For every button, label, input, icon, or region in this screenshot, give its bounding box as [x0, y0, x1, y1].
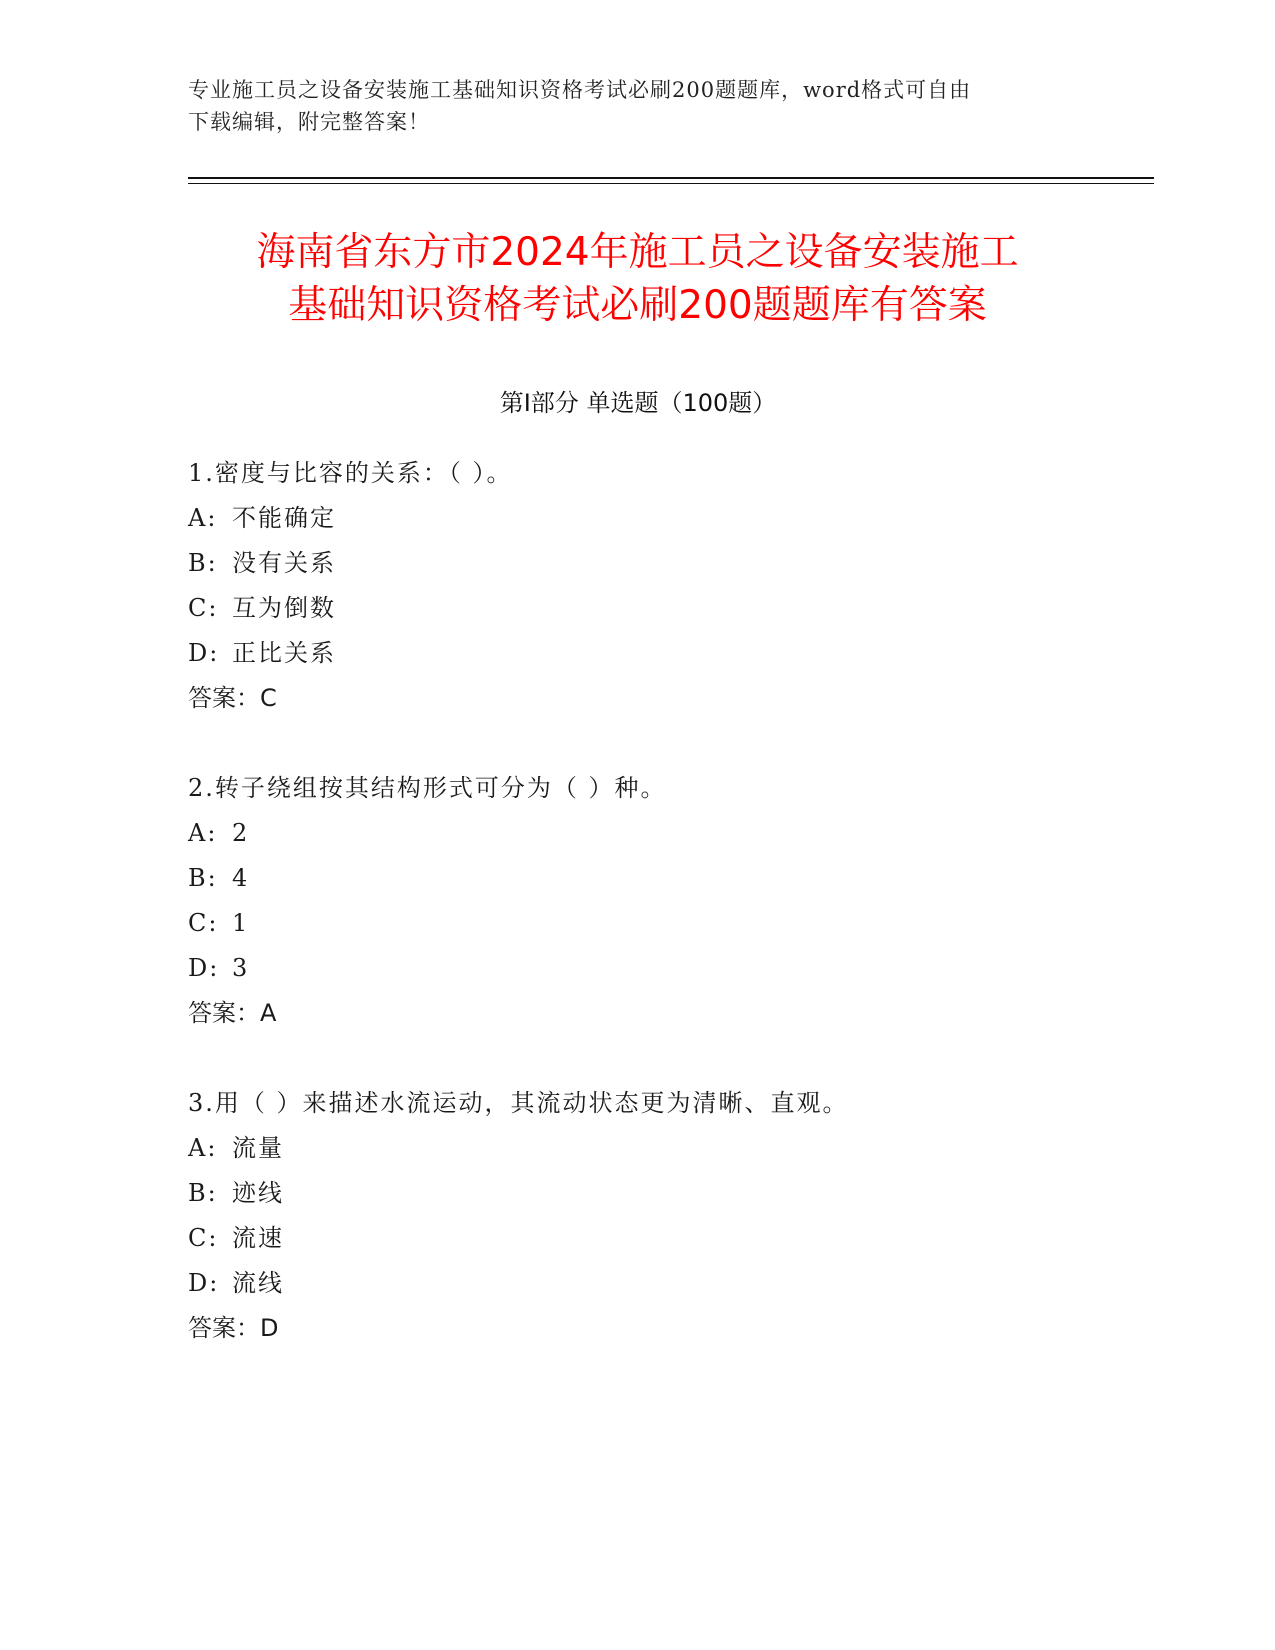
option-letter: B:	[188, 1179, 218, 1207]
option-b	[188, 856, 1148, 901]
option-text: 流线	[232, 1269, 284, 1297]
option-b	[188, 541, 1148, 586]
option-c	[188, 1216, 1148, 1261]
header-note-line-1: 专业施工员之设备安装施工基础知识资格考试必刷200题题库，word格式可自由	[188, 78, 972, 102]
option-text: 流速	[232, 1224, 284, 1252]
header-divider-thick	[188, 177, 1154, 179]
question-1	[188, 451, 1148, 721]
option-letter: A:	[188, 504, 218, 532]
option-text: 流量	[232, 1134, 284, 1162]
option-text: 迹线	[232, 1179, 284, 1207]
option-c	[188, 901, 1148, 946]
option-text: 互为倒数	[232, 594, 336, 622]
option-letter: D:	[188, 1269, 220, 1297]
option-letter: A:	[188, 1134, 218, 1162]
answer-line: 答案：C	[188, 684, 277, 712]
question-stem: 1.密度与比容的关系：（ ）。	[188, 459, 513, 487]
question-2	[188, 766, 1148, 1036]
answer-line: 答案：D	[188, 1314, 279, 1342]
option-letter: B:	[188, 549, 218, 577]
question-stem: 3.用（ ）来描述水流运动，其流动状态更为清晰、直观。	[188, 1089, 849, 1117]
option-text: 正比关系	[232, 639, 336, 667]
option-b	[188, 1171, 1148, 1216]
option-letter: C:	[188, 1224, 219, 1252]
option-text: 3	[232, 954, 250, 982]
option-letter: D:	[188, 954, 220, 982]
document-title-line-2: 基础知识资格考试必刷200题题库有答案	[288, 283, 987, 328]
header-note	[188, 74, 1088, 138]
section-heading: 第Ⅰ部分 单选题（100题）	[499, 389, 777, 417]
option-letter: D:	[188, 639, 220, 667]
option-text: 1	[232, 909, 250, 937]
option-text: 2	[232, 819, 250, 847]
option-letter: C:	[188, 594, 219, 622]
option-letter: C:	[188, 909, 219, 937]
document-title-line-1: 海南省东方市2024年施工员之设备安装施工	[256, 230, 1019, 275]
option-text: 没有关系	[232, 549, 336, 577]
option-d	[188, 946, 1148, 991]
option-d	[188, 631, 1148, 676]
answer-line: 答案：A	[188, 999, 277, 1027]
option-text: 4	[232, 864, 250, 892]
option-d	[188, 1261, 1148, 1306]
option-c	[188, 586, 1148, 631]
question-stem: 2.转子绕组按其结构形式可分为（ ）种。	[188, 774, 667, 802]
option-text: 不能确定	[232, 504, 336, 532]
option-letter: B:	[188, 864, 218, 892]
header-note-line-2: 下载编辑，附完整答案！	[188, 110, 430, 134]
option-a	[188, 811, 1148, 856]
header-divider-thin	[188, 183, 1154, 184]
option-a	[188, 496, 1148, 541]
option-a	[188, 1126, 1148, 1171]
option-letter: A:	[188, 819, 218, 847]
question-3	[188, 1081, 1148, 1351]
document-title	[160, 226, 1115, 332]
